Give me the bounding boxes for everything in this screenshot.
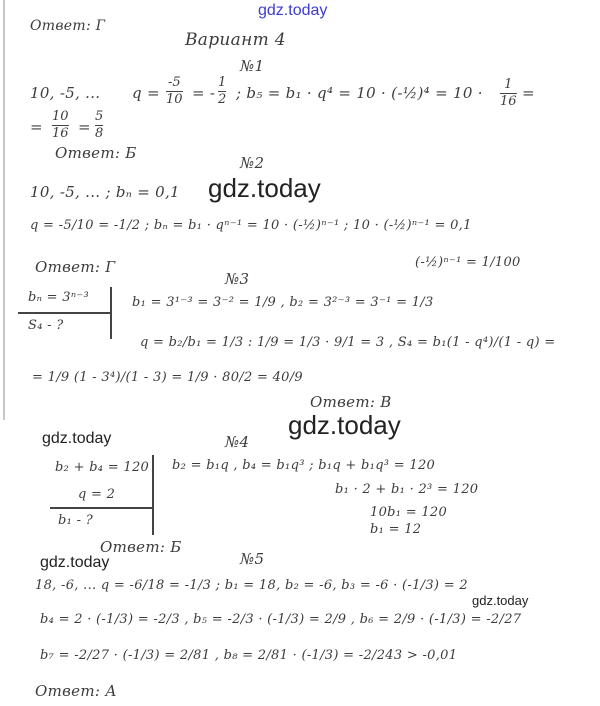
task4-line2: b₁ · 2 + b₁ · 2³ = 120 [335, 482, 479, 497]
task1-b5-fraction: 1 16 [500, 77, 517, 109]
task3-number: №3 [225, 270, 250, 288]
task5-line3: b₇ = -2/27 · (-1/3) = 2/81 , b₈ = 2/81 · (-1/3) = -2/243 > -0,01 [40, 648, 458, 663]
given-separator [152, 455, 154, 535]
task1-sequence: 10, -5, ... [30, 84, 101, 102]
watermark-mid: gdz.today [208, 173, 321, 203]
task1-number: №1 [240, 57, 265, 75]
task1-line2-equals: = [78, 118, 91, 136]
watermark-left1: gdz.today [42, 430, 112, 447]
task2-formula-line: q = -5/10 = -1/2 ; bₙ = b₁ · qⁿ⁻¹ = 10 · (-½)ⁿ⁻¹ ; 10 · (-½)ⁿ⁻¹ = 0,1 [30, 218, 472, 233]
task1-q-equals: = - [192, 84, 216, 102]
task2-sequence: 10, -5, ... ; bₙ = 0,1 [30, 183, 180, 201]
task5-line1: 18, -6, ... q = -6/18 = -1/3 ; b₁ = 18, b₂ = -6, b₃ = -6 · (-1/3) = 2 [35, 578, 468, 593]
given-underline [50, 507, 152, 509]
task1-q-fraction: -5 10 [166, 75, 183, 107]
variant-title: Вариант 4 [185, 30, 286, 50]
task5-line2: b₄ = 2 · (-1/3) = -2/3 , b₅ = -2/3 · (-1/3) = 2/9 , b₆ = 2/9 · (-1/3) = -2/27 [40, 612, 522, 627]
watermark-center: gdz.today [288, 410, 401, 440]
task4-number: №4 [225, 433, 250, 451]
task1-answer: Ответ: Б [55, 144, 137, 162]
task1-line2-lead: = [30, 118, 43, 136]
task2-answer: Ответ: Г [35, 258, 116, 276]
watermark-left2: gdz.today [40, 554, 110, 571]
task1-line2-fraction2: 5 8 [95, 109, 104, 141]
watermark-top: gdz.today [258, 2, 328, 19]
task1-line2-fraction1: 10 16 [52, 109, 69, 141]
task4-given-b1: b₁ - ? [58, 513, 93, 528]
task3-answer: Ответ: В [310, 393, 392, 411]
task4-given-q: q = 2 [78, 487, 116, 502]
task3-given-s4: S₄ - ? [28, 318, 64, 333]
watermark-right: gdz.today [472, 593, 529, 608]
given-underline [18, 312, 110, 314]
task4-given-sum: b₂ + b₄ = 120 [55, 460, 150, 475]
task1-half-fraction: 1 2 [218, 75, 227, 107]
task5-answer: Ответ: А [35, 682, 117, 700]
task1-q-label: q = [132, 84, 160, 102]
task1-b5-tail: = [522, 84, 535, 102]
previous-answer: Ответ: Г [30, 18, 106, 34]
task4-line3: 10b₁ = 120 [370, 505, 448, 520]
margin-rule [3, 0, 5, 420]
task3-line2: q = b₂/b₁ = 1/3 : 1/9 = 1/3 · 9/1 = 3 , S₄ = b₁(1 - q⁴)/(1 - q) = [140, 335, 556, 350]
task4-answer: Ответ: Б [100, 538, 182, 556]
task4-line1: b₂ = b₁q , b₄ = b₁q³ ; b₁q + b₁q³ = 120 [172, 458, 436, 473]
task3-line3: = 1/9 (1 - 3⁴)/(1 - 3) = 1/9 · 80/2 = 40/9 [32, 370, 303, 385]
task2-equation-line: (-½)ⁿ⁻¹ = 1/100 [415, 255, 521, 270]
task2-number: №2 [240, 154, 265, 172]
task3-line1: b₁ = 3¹⁻³ = 3⁻² = 1/9 , b₂ = 3²⁻³ = 3⁻¹ = 1/3 [132, 295, 434, 310]
task4-line4: b₁ = 12 [370, 522, 422, 537]
task5-number: №5 [240, 550, 265, 568]
given-separator [110, 287, 112, 339]
task3-given-bn: bₙ = 3ⁿ⁻³ [28, 290, 90, 305]
task1-b5-expression: ; b₅ = b₁ · q⁴ = 10 · (-½)⁴ = 10 · [236, 84, 483, 102]
